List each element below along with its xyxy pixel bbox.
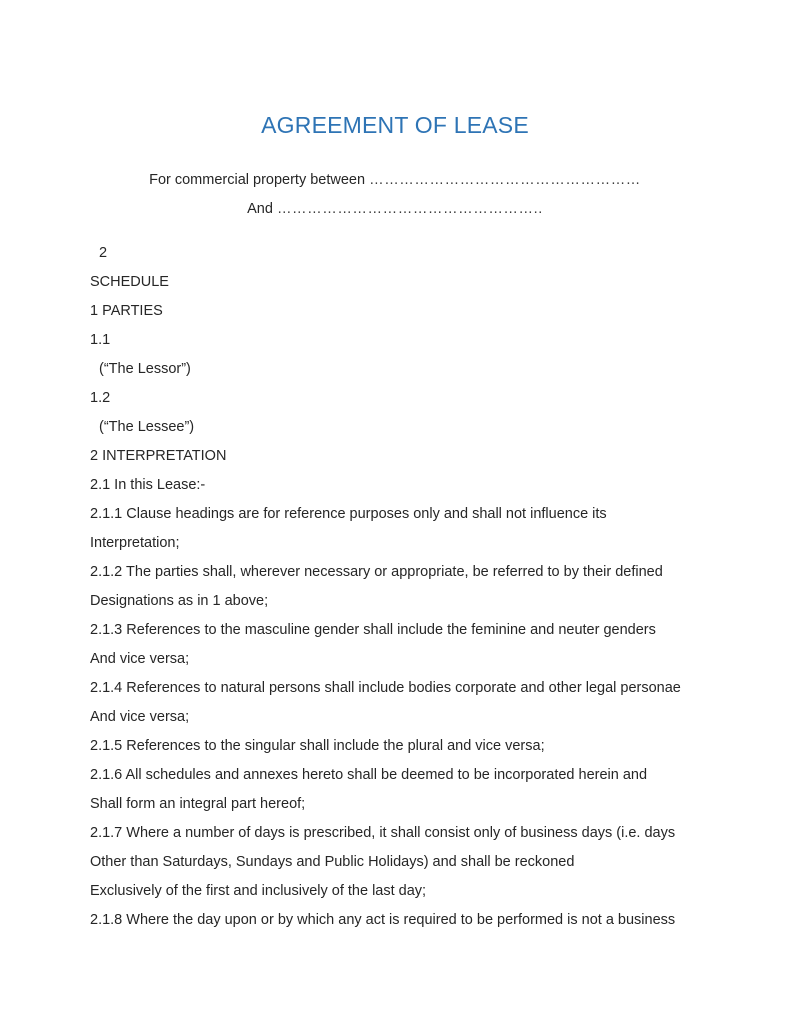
document-line: (“The Lessor”)	[95, 361, 191, 377]
document-line: Exclusively of the first and inclusively of the last day;	[90, 883, 427, 899]
document-line: 1.2	[90, 390, 111, 406]
document-line: And vice versa;	[90, 651, 190, 667]
subtitle-parties-label: For commercial property between	[149, 172, 370, 188]
document-line: SCHEDULE	[90, 274, 169, 290]
document-body	[0, 239, 790, 935]
document-line: Interpretation;	[90, 535, 180, 551]
subtitle-line-parties	[0, 166, 790, 195]
document-line: 2.1.4 References to natural persons shall include bodies corporate and other legal personae	[90, 680, 681, 696]
document-line: 2.1.8 Where the day upon or by which any act is required to be performed is not a business	[90, 912, 676, 928]
document-line: 2.1.7 Where a number of days is prescribed, it shall consist only of business days (i.e. days	[90, 825, 676, 841]
document-line: 2.1.2 The parties shall, wherever necessary or appropriate, be referred to by their defined	[90, 564, 663, 580]
document-line: Shall form an integral part hereof;	[90, 796, 306, 812]
document-line: And vice versa;	[90, 709, 190, 725]
document-line: 2.1.3 References to the masculine gender shall include the feminine and neuter genders	[90, 622, 656, 638]
document-line: (“The Lessee”)	[95, 419, 195, 435]
document-line: Other than Saturdays, Sundays and Public Holidays) and shall be reckoned	[90, 854, 575, 870]
subtitle-and-label: And	[247, 201, 277, 217]
document-line: 1 PARTIES	[90, 303, 163, 319]
document-subtitle	[0, 166, 790, 224]
document-line: 2.1.6 All schedules and annexes hereto shall be deemed to be incorporated herein and	[90, 767, 648, 783]
subtitle-and-leader: ……………………………………………..	[276, 201, 543, 217]
document-line: 2.1.5 References to the singular shall include the plural and vice versa;	[90, 738, 545, 754]
document-line: 2	[95, 245, 108, 261]
document-line: 2.1 In this Lease:-	[90, 477, 206, 493]
page-title: AGREEMENT OF LEASE	[261, 112, 529, 138]
document-line: 2.1.1 Clause headings are for reference purposes only and shall not influence its	[90, 506, 607, 522]
subtitle-line-and	[0, 195, 790, 224]
document-line: Designations as in 1 above;	[90, 593, 269, 609]
subtitle-parties-leader: ………………………………………………	[369, 172, 641, 188]
document-line: 2 INTERPRETATION	[90, 448, 227, 464]
document-line: 1.1	[90, 332, 111, 348]
